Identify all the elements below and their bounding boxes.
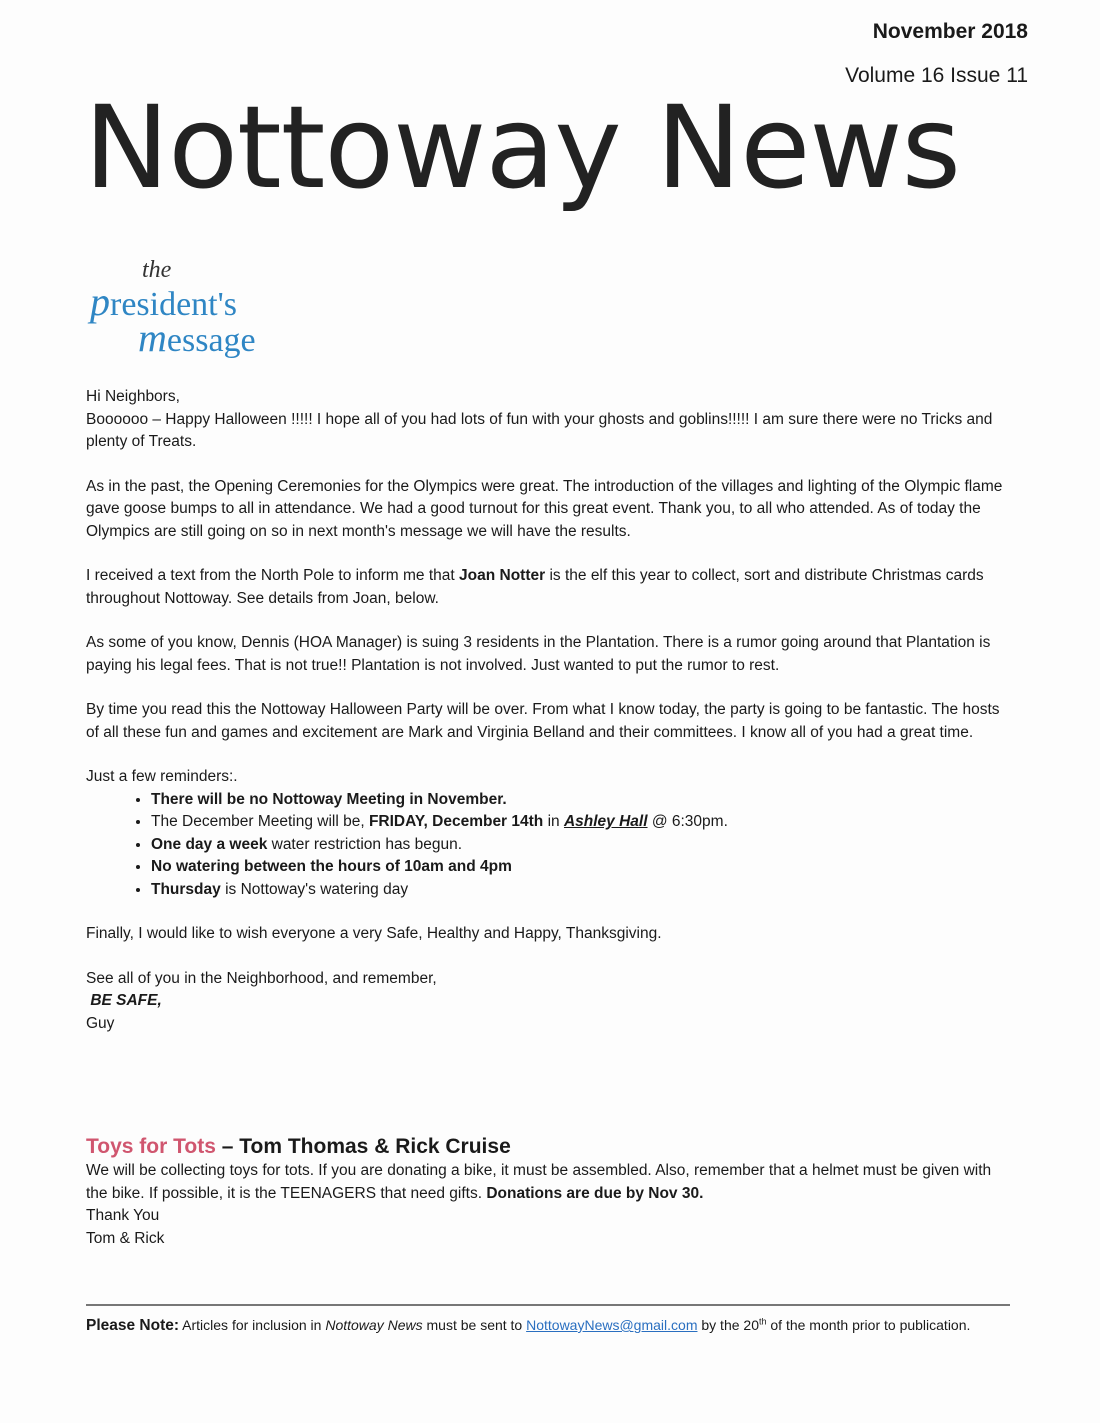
reminder-item — [151, 834, 1016, 857]
name-bold: Joan Notter — [459, 567, 546, 584]
paragraph: As some of you know, Dennis (HOA Manager) is suing 3 residents in the Plantation. There is a rumor going around that Plantation is paying his legal fees. That is not true!! Plantation is not involved. Just wanted to put the rumor to rest. — [86, 634, 991, 674]
reminder-item — [151, 879, 1016, 902]
section-body — [86, 1160, 1016, 1205]
text: must be sent to — [422, 1317, 527, 1333]
toys-for-tots-section — [86, 1134, 1016, 1250]
text: – Tom Thomas & Rick Cruise — [215, 1135, 511, 1158]
text: I received a text from the North Pole to inform me that — [86, 567, 460, 584]
text: We will be collecting toys for tots. If you are donating a bike, it must be assembled. Also, remember that a helmet must be given with the bike. If possible, it is the TEENAGERS that need gifts. — [86, 1162, 992, 1202]
reminder-item — [151, 856, 1016, 879]
text: Toys for Tots — [86, 1135, 216, 1158]
text: BE SAFE, — [90, 992, 162, 1009]
ashley-hall-link[interactable]: Ashley Hall — [563, 813, 648, 830]
email-link[interactable]: NottowayNews@gmail.com — [526, 1317, 698, 1333]
logo-president — [90, 279, 310, 324]
section-heading — [86, 1134, 1016, 1160]
text: th — [758, 1316, 767, 1327]
issue-date: November 2018 — [872, 20, 1028, 43]
closing: See all of you in the Neighborhood, and remember, — [86, 969, 437, 987]
reminder-item — [151, 811, 1016, 834]
logo-essage: essage — [166, 322, 256, 359]
paragraph — [86, 565, 1016, 610]
paragraph: By time you read this the Nottoway Halloween Party will be over. From what I know today, the party is going to be fantastic. The hosts of all these fun and games and excitement are Mark and Virginia Belland and their committees. I know all of you had a great time. — [86, 701, 1000, 741]
presidents-letter — [86, 386, 1016, 1035]
text: water restriction has begun. — [267, 835, 463, 853]
reminders-list — [86, 789, 1016, 902]
issue-volume: Volume 16 Issue 11 — [845, 64, 1028, 87]
text: Donations are due by Nov 30. — [486, 1184, 704, 1202]
logo-p: p — [90, 279, 110, 324]
text: of the month prior to publication. — [766, 1317, 971, 1333]
text: Thursday — [151, 880, 221, 898]
text: @ 6:30pm. — [647, 813, 728, 830]
text: No watering between the hours of 10am and 4pm — [151, 858, 512, 875]
reminder-item — [151, 789, 1016, 812]
text: One day a week — [151, 835, 268, 853]
presidents-message-logo — [90, 256, 310, 360]
reminders-intro: Just a few reminders:. — [86, 768, 238, 785]
greeting: Hi Neighbors, — [86, 388, 180, 405]
be-safe — [86, 990, 1016, 1013]
logo-resident: resident's — [110, 286, 237, 323]
logo-message — [90, 315, 310, 360]
paragraph: As in the past, the Opening Ceremonies for the Olympics were great. The introduction of the villages and lighting of the Olympic flame gave goose bumps to all in attendance. We had a good turnout for this great event. Thank you, to all who attended. As of today the Olympics are still going on so in next month's message we will have the results. — [86, 477, 1003, 540]
logo-m: m — [138, 315, 167, 360]
text: FRIDAY, December 14th — [368, 813, 544, 830]
text: The December Meeting will be, — [151, 813, 369, 830]
text: is the elf this year to collect, sort and distribute Christmas cards throughout Nottoway. See details from Joan, below. — [86, 567, 984, 607]
text: in — [543, 813, 564, 830]
thanks: Thank You — [86, 1207, 160, 1224]
signature: Tom & Rick — [86, 1229, 165, 1247]
footer-label: Please Note: — [86, 1317, 180, 1334]
footer-note — [86, 1304, 1010, 1337]
text: Articles for inclusion in — [179, 1317, 326, 1333]
paragraph: Boooooo – Happy Halloween !!!!! I hope all of you had lots of fun with your ghosts and goblins!!!!! I am sure there were no Tricks and plenty of Treats. — [86, 410, 993, 450]
text: There will be no Nottoway Meeting in November. — [151, 790, 507, 808]
newsletter-title: Nottoway News — [84, 81, 961, 214]
text: by the 20 — [697, 1317, 759, 1333]
logo-the: the — [142, 257, 172, 283]
paragraph: Finally, I would like to wish everyone a very Safe, Healthy and Happy, Thanksgiving. — [86, 925, 662, 942]
text: is Nottoway's watering day — [220, 880, 409, 898]
text: Nottoway News — [325, 1317, 423, 1333]
signature: Guy — [86, 1014, 115, 1032]
